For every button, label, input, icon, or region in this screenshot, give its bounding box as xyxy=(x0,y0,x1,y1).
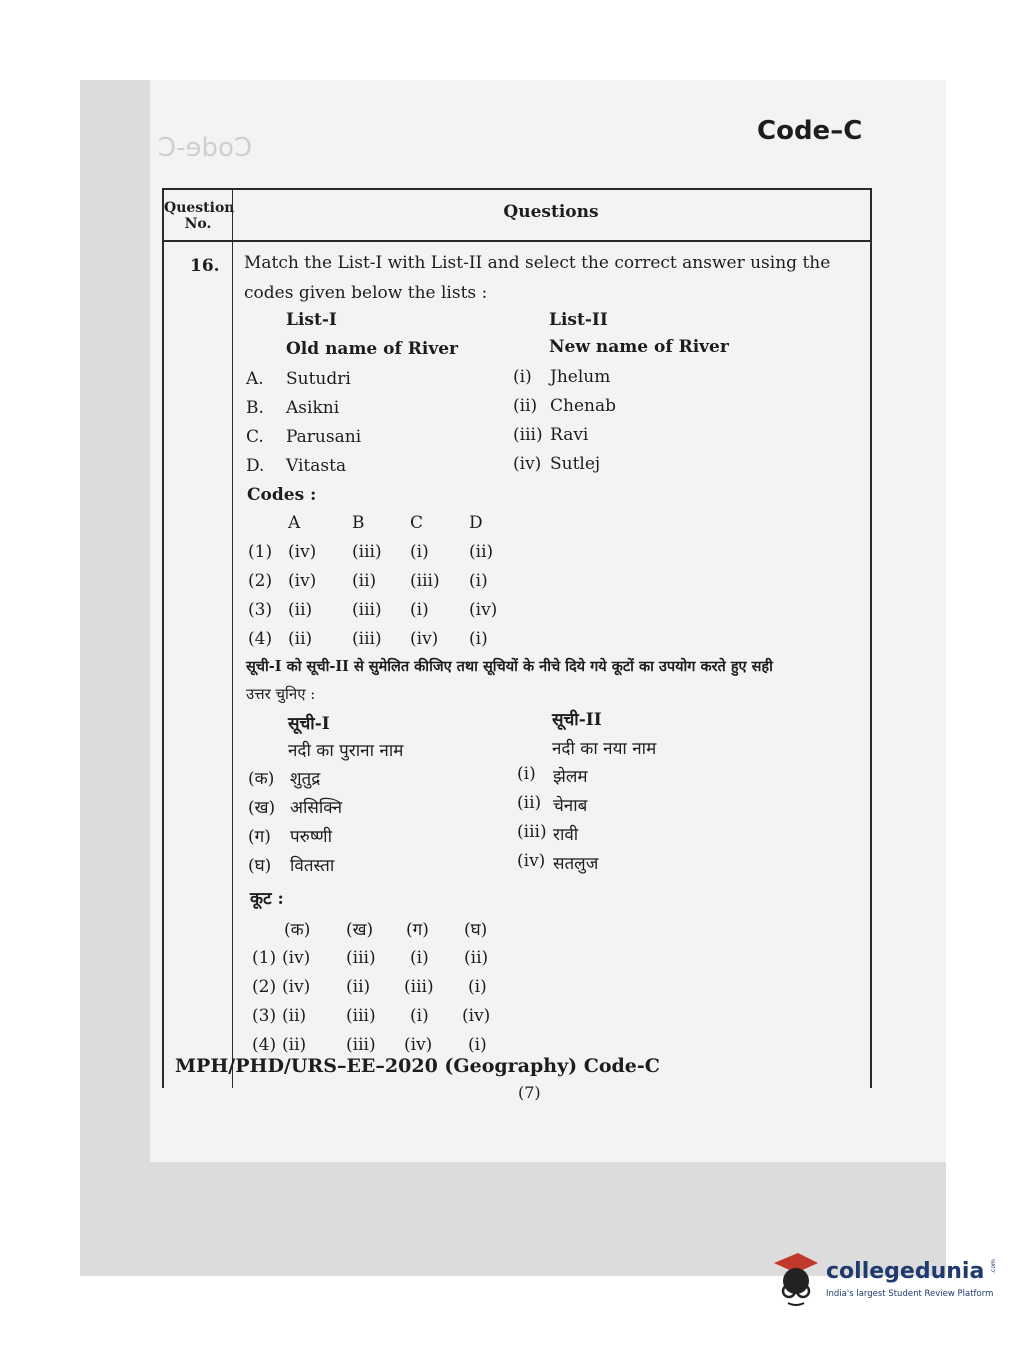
code-value: (i) xyxy=(410,600,429,620)
hindi-code-option-number: (4) xyxy=(252,1035,277,1055)
hindi-codes-header: (ख) xyxy=(346,920,374,940)
hindi-code-value: (ii) xyxy=(282,1035,307,1055)
hindi-code-value: (iii) xyxy=(346,1035,376,1055)
hindi-list2-value: झेलम xyxy=(553,767,588,787)
code-value: (iii) xyxy=(352,600,382,620)
code-option-number: (4) xyxy=(248,629,273,649)
list1-value: Parusani xyxy=(286,427,362,447)
code-option-number: (1) xyxy=(248,542,273,562)
list1-title: List-I xyxy=(286,310,337,330)
code-option-number: (2) xyxy=(248,571,273,591)
code-value: (iv) xyxy=(288,571,317,591)
code-value: (ii) xyxy=(288,600,313,620)
codes-label: Codes : xyxy=(247,485,317,505)
paper-footer: MPH/PHD/URS–EE–2020 (Geography) Code-C xyxy=(175,1055,660,1077)
header-divider xyxy=(164,240,870,242)
hindi-list2-title: सूची-II xyxy=(552,710,602,730)
list2-key: (i) xyxy=(513,367,532,387)
list1-subtitle: Old name of River xyxy=(286,339,458,359)
question-prompt: Match the List-I with List-II and select the correct answer using the xyxy=(244,253,831,273)
list1-key: B. xyxy=(246,398,264,418)
column-divider xyxy=(232,190,233,1088)
codes-header: B xyxy=(352,513,365,533)
hindi-codes-header: (घ) xyxy=(464,920,488,940)
student-mascot-icon xyxy=(768,1251,820,1307)
list2-key: (iv) xyxy=(513,454,542,474)
list2-subtitle: New name of River xyxy=(549,337,729,357)
codes-header: A xyxy=(288,513,301,533)
list1-value: Asikni xyxy=(286,398,340,418)
hindi-code-value: (i) xyxy=(468,977,487,997)
hindi-code-value: (iii) xyxy=(346,1006,376,1026)
hindi-list2-subtitle: नदी का नया नाम xyxy=(552,739,657,759)
hindi-code-value: (iv) xyxy=(282,977,311,997)
code-value: (ii) xyxy=(352,571,377,591)
list2-value: Chenab xyxy=(550,396,616,416)
hindi-prompt-cont: उत्तर चुनिए : xyxy=(246,685,316,703)
hindi-code-value: (i) xyxy=(410,1006,429,1026)
hindi-code-value: (i) xyxy=(410,948,429,968)
question-no-header: Question No. xyxy=(164,200,235,232)
hindi-list1-key: (घ) xyxy=(248,856,272,876)
hindi-list1-value: वितस्ता xyxy=(290,856,335,876)
list2-value: Sutlej xyxy=(550,454,601,474)
list1-key: D. xyxy=(246,456,265,476)
hindi-code-value: (iv) xyxy=(282,948,311,968)
list2-key: (iii) xyxy=(513,425,543,445)
hindi-code-value: (ii) xyxy=(464,948,489,968)
hindi-list2-value: चेनाब xyxy=(553,796,588,816)
hindi-codes-header: (क) xyxy=(284,920,311,940)
hindi-list2-key: (iii) xyxy=(517,822,547,842)
code-value: (i) xyxy=(410,542,429,562)
hindi-list1-key: (क) xyxy=(248,769,275,789)
hindi-list2-value: रावी xyxy=(553,825,579,845)
hindi-list2-key: (i) xyxy=(517,764,536,784)
bleed-through-code: Code-C xyxy=(158,133,253,163)
list2-key: (ii) xyxy=(513,396,538,416)
codes-header: C xyxy=(410,513,424,533)
hindi-code-option-number: (3) xyxy=(252,1006,277,1026)
hindi-list2-value: सतलुज xyxy=(553,854,599,874)
hindi-code-option-number: (1) xyxy=(252,948,277,968)
brand-name: collegedunia xyxy=(826,1259,985,1284)
code-value: (ii) xyxy=(469,542,494,562)
brand-domain: .com xyxy=(989,1259,997,1274)
list2-value: Ravi xyxy=(550,425,589,445)
code-value: (iv) xyxy=(288,542,317,562)
code-value: (i) xyxy=(469,629,488,649)
hindi-code-value: (ii) xyxy=(282,1006,307,1026)
hindi-code-value: (iv) xyxy=(404,1035,433,1055)
code-value: (iv) xyxy=(469,600,498,620)
questions-header: Questions xyxy=(503,202,599,222)
hindi-list2-key: (iv) xyxy=(517,851,546,871)
code-value: (iv) xyxy=(410,629,439,649)
question-number: 16. xyxy=(190,256,220,276)
list1-key: A. xyxy=(246,369,264,389)
codes-header: D xyxy=(469,513,483,533)
paper-code: Code–C xyxy=(757,116,863,146)
list2-title: List-II xyxy=(549,310,608,330)
hindi-code-value: (iii) xyxy=(346,948,376,968)
list2-value: Jhelum xyxy=(550,367,611,387)
hindi-codes-header: (ग) xyxy=(406,920,429,940)
hindi-code-value: (i) xyxy=(468,1035,487,1055)
collegedunia-watermark xyxy=(768,1249,998,1309)
hindi-list1-key: (ग) xyxy=(248,827,271,847)
hindi-list2-key: (ii) xyxy=(517,793,542,813)
list1-value: Sutudri xyxy=(286,369,351,389)
code-value: (i) xyxy=(469,571,488,591)
hindi-list1-title: सूची-I xyxy=(288,714,330,734)
hindi-prompt: सूची-I को सूची-II से सुमेलित कीजिए तथा सूचियों के नीचे दिये गये कूटों का उपयोग करते हुए सही xyxy=(246,658,773,675)
hindi-codes-label: कूट : xyxy=(250,889,284,909)
code-option-number: (3) xyxy=(248,600,273,620)
code-value: (iii) xyxy=(352,629,382,649)
hindi-list1-value: परुष्णी xyxy=(290,827,332,847)
hindi-list1-value: शुतुद्र xyxy=(290,769,321,789)
page-number: (7) xyxy=(518,1083,541,1102)
hindi-list1-key: (ख) xyxy=(248,798,276,818)
code-value: (iii) xyxy=(410,571,440,591)
code-value: (ii) xyxy=(288,629,313,649)
hindi-list1-value: असिक्नि xyxy=(290,798,343,818)
brand-tagline: India's largest Student Review Platform xyxy=(826,1289,994,1299)
list1-value: Vitasta xyxy=(286,456,347,476)
list1-key: C. xyxy=(246,427,264,447)
hindi-code-value: (iv) xyxy=(462,1006,491,1026)
hindi-code-option-number: (2) xyxy=(252,977,277,997)
code-value: (iii) xyxy=(352,542,382,562)
hindi-code-value: (iii) xyxy=(404,977,434,997)
hindi-code-value: (ii) xyxy=(346,977,371,997)
hindi-list1-subtitle: नदी का पुराना नाम xyxy=(288,741,404,761)
question-prompt-cont: codes given below the lists : xyxy=(244,283,488,303)
